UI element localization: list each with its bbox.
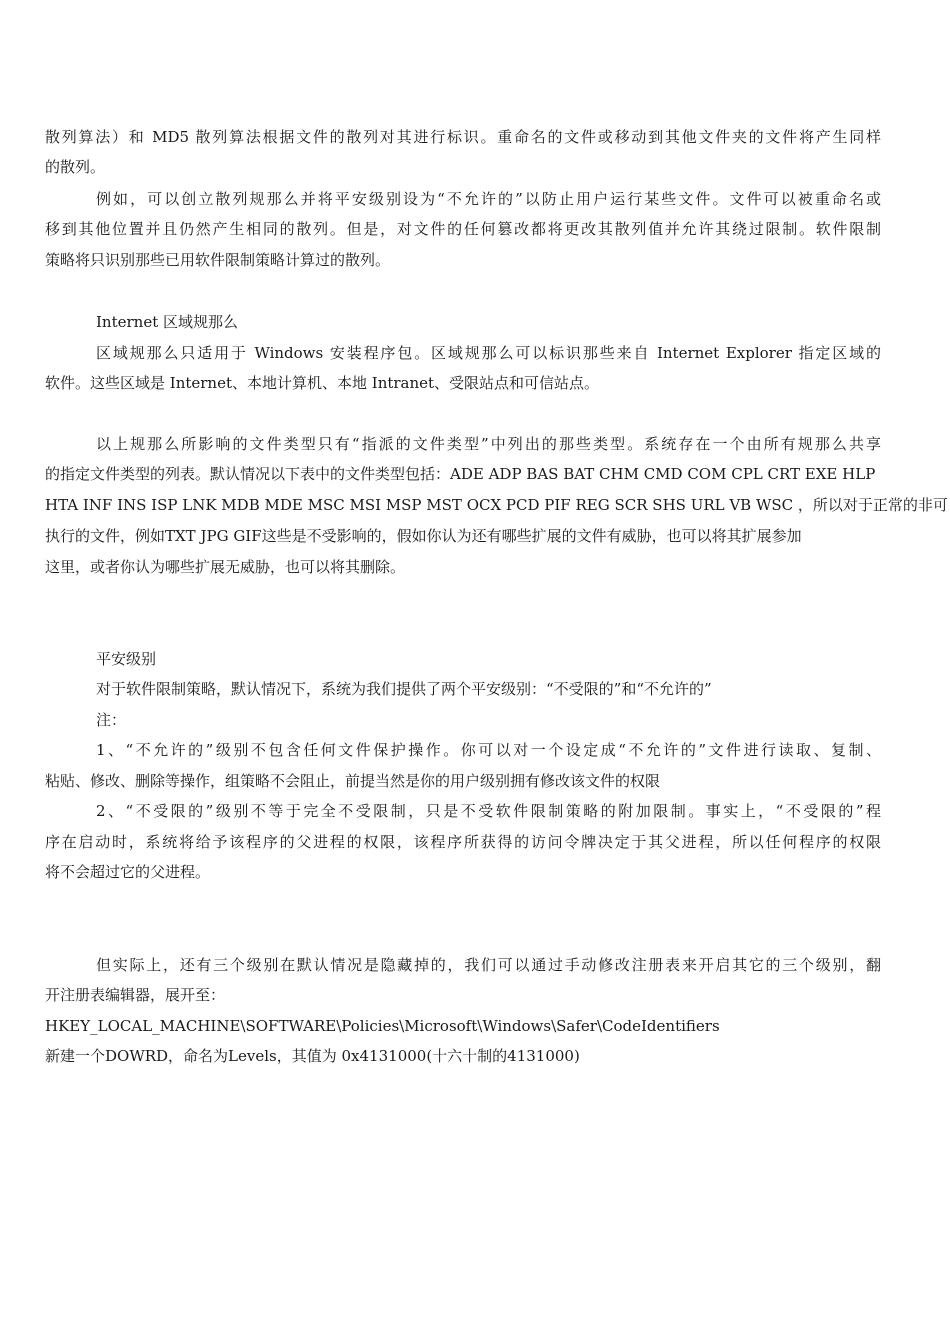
registry-path: HKEY_LOCAL_MACHINE\SOFTWARE\Policies\Microsoft\Windows\Safer\CodeIdentifiers: [45, 1017, 720, 1035]
text-line: 2、“不受限的”级别不等于完全不受限制，只是不受软件限制策略的附加限制。事实上，“不受限的”程: [96, 802, 881, 820]
text-line: 区域规那么只适用于 Windows 安装程序包。区域规那么可以标识那些来自 Internet Explorer 指定区域的: [96, 344, 881, 362]
text-line: 序在启动时，系统将给予该程序的父进程的权限，该程序所获得的访问令牌决定于其父进程，所以任何程序的权限: [45, 833, 881, 851]
text-line: HTA INF INS ISP LNK MDB MDE MSC MSI MSP MST OCX PCD PIF REG SCR SHS URL VB WSC ，所以对于正常的非可: [45, 496, 948, 514]
text-line: 这里，或者你认为哪些扩展无威胁，也可以将其删除。: [45, 558, 406, 576]
text-line: 散列算法）和 MD5 散列算法根据文件的散列对其进行标识。重命名的文件或移动到其他文件夹的文件将产生同样: [45, 128, 881, 146]
text-line: 开注册表编辑器，展开至：: [45, 986, 226, 1004]
text-line: 软件。这些区域是 Internet、本地计算机、本地 Intranet、受限站点和可信站点。: [45, 374, 600, 392]
text-line: 移到其他位置并且仍然产生相同的散列。但是，对文件的任何篡改都将更改其散列值并允许其绕过限制。软件限制: [45, 220, 881, 238]
text-line: 执行的文件，例如TXT JPG GIF这些是不受影响的，假如你认为还有哪些扩展的文件有威胁，也可以将其扩展参加: [45, 527, 802, 545]
text-line: 以上规那么所影响的文件类型只有“指派的文件类型”中列出的那些类型。系统存在一个由所有规那么共享: [96, 435, 881, 453]
text-line: 对于软件限制策略，默认情况下，系统为我们提供了两个平安级别：“不受限的”和“不允许的”: [96, 680, 712, 698]
text-line: 新建一个DOWRD，命名为Levels，其值为 0x4131000(十六十制的4131000): [45, 1047, 580, 1065]
text-line: 注：: [96, 711, 127, 729]
text-line: 的散列。: [45, 158, 106, 176]
text-line: 例如，可以创立散列规那么并将平安级别设为“不允许的”以防止用户运行某些文件。文件可以被重命名或: [96, 190, 881, 208]
text-line: 粘贴、修改、删除等操作，组策略不会阻止，前提当然是你的用户级别拥有修改该文件的权限: [45, 772, 661, 790]
section-heading: 平安级别: [96, 650, 157, 668]
text-line: 将不会超过它的父进程。: [45, 863, 211, 881]
text-line: 策略将只识别那些已用软件限制策略计算过的散列。: [45, 251, 391, 269]
text-line: 但实际上，还有三个级别在默认情况是隐藏掉的，我们可以通过手动修改注册表来开启其它的三个级别，翻: [96, 956, 881, 974]
text-line: 的指定文件类型的列表。默认情况以下表中的文件类型包括：ADE ADP BAS BAT CHM CMD COM CPL CRT EXE HLP: [45, 465, 876, 483]
text-line: 1、“不允许的”级别不包含任何文件保护操作。你可以对一个设定成“不允许的”文件进行读取、复制、: [96, 741, 881, 759]
section-heading: Internet 区域规那么: [96, 313, 238, 331]
